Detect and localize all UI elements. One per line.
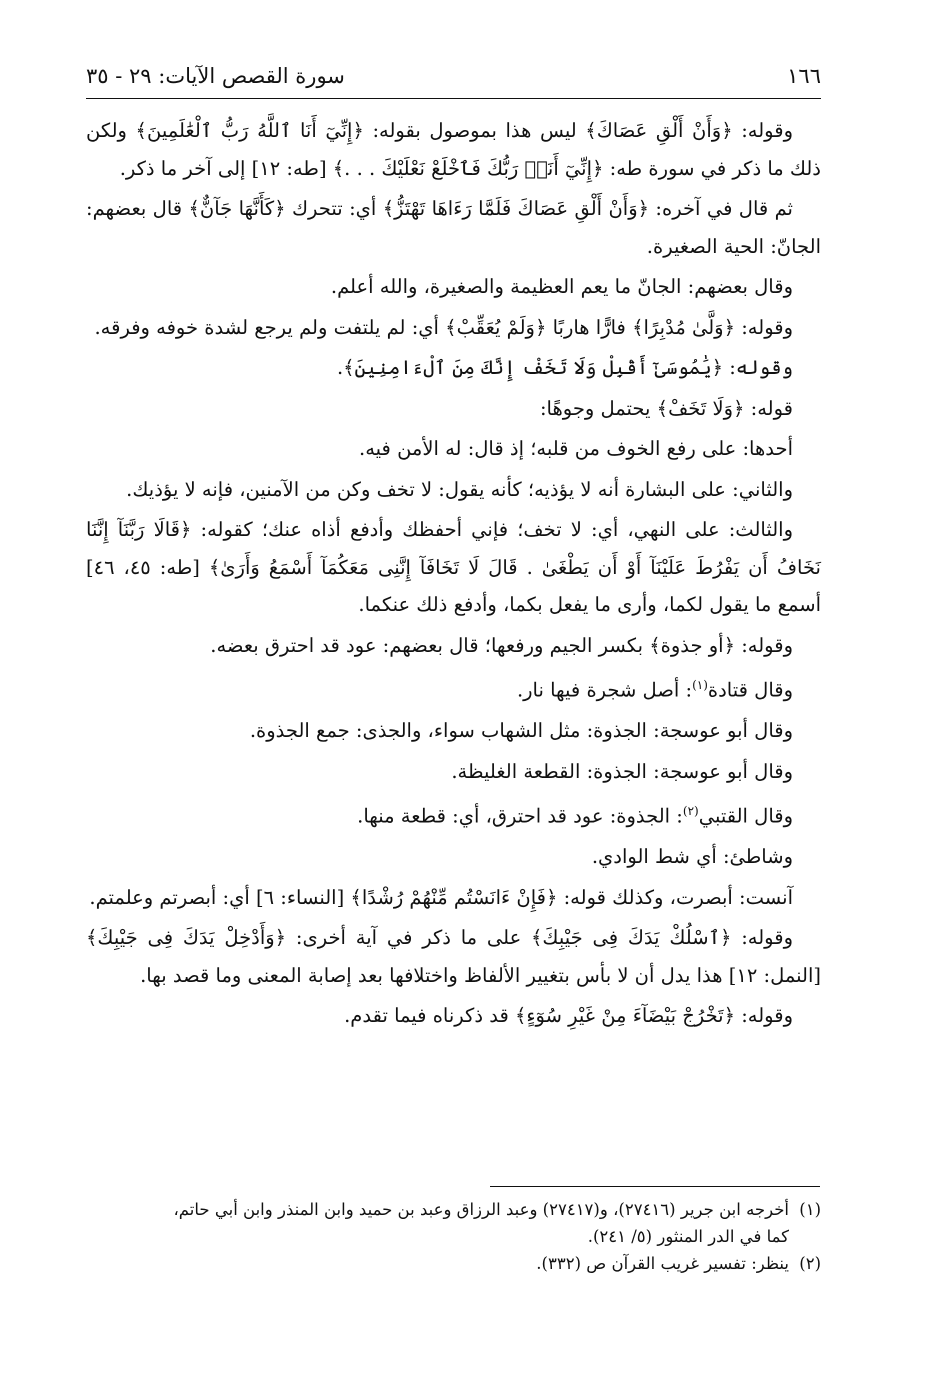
- paragraph: آنست: أبصرت، وكذلك قوله: ﴿فَإِنْ ءَانَسْتُم مِّنْهُمْ رُشْدًا﴾ [النساء: ٦] أي: أبصرتم وعلمتم.: [89, 885, 793, 909]
- paragraph: وشاطئ: أي شط الوادي.: [591, 845, 793, 868]
- footnote-text: ينظر: تفسير غريب القرآن ص (٣٣٢).: [536, 1254, 789, 1273]
- paragraph: والثاني: على البشارة أنه لا يؤذيه؛ كأنه يقول: لا تخف وكن من الآمنين، فإنه لا يؤذيك.: [126, 477, 793, 501]
- text-run: : أصل شجرة فيها نار.: [516, 678, 693, 702]
- paragraph: وقال أبو عوسجة: الجذوة: القطعة الغليظة.: [451, 759, 793, 783]
- footnote-number: (٢): [799, 1254, 821, 1273]
- paragraph: قوله: ﴿وَلَا تَخَفْ﴾ يحتمل وجوهًا:: [539, 396, 793, 420]
- paragraph: [86, 667, 821, 709]
- paragraph: وقوله: ﴿أو جذوة﴾ بكسر الجيم ورفعها؛ قال بعضهم: عود قد احترق بعضه.: [210, 633, 793, 657]
- main-text: [86, 112, 821, 1038]
- header-rule: [86, 98, 821, 99]
- page-number: ١٦٦: [787, 64, 821, 88]
- footnotes: [86, 1196, 821, 1277]
- footnote-number: (١): [799, 1200, 821, 1219]
- paragraph: والثالث: على النهي، أي: لا تخف؛ فإني أحفظك وأدفع أذاه عنك؛ كقوله: ﴿قَالَا رَبَّنَآ إِنَّنَا نَخَافُ أَن يَفْرُطَ عَلَيْنَآ أَوْ أَن يَطْغَىٰ . قَالَ لَا تَخَافَآ إِنَّنِى مَعَكُمَآ أَسْمَعُ وَأَرَىٰ﴾ [طه: ٤٥، ٤٦] أسمع ما يقول لكما، وأرى ما يفعل بكما، وأدفع ذلك عنكما.: [86, 518, 821, 616]
- paragraph: أحدها: على رفع الخوف من قلبه؛ إذ قال: له الأمن فيه.: [359, 437, 793, 460]
- paragraph: ثم قال في آخره: ﴿وَأَنْ أَلْقِ عَصَاكَ فَلَمَّا رَءَاهَا تَهْتَزُّ﴾ أي: تتحرك ﴿كَأَنَّهَا جَآنٌّ﴾ قال بعضهم: الجانّ: الحية الصغيرة.: [86, 197, 821, 258]
- footnote: [86, 1250, 821, 1277]
- paragraph: وقوله: ﴿ٱسْلُكْ يَدَكَ فِى جَيْبِكَ﴾ على ما ذكر في آية أخرى: ﴿وَأَدْخِلْ يَدَكَ فِى جَيْبِكَ﴾ [النمل: ١٢] هذا يدل أن لا بأس بتغيير الألفاظ واختلافها بعد إصابة المعنى وما قصد بها.: [86, 926, 821, 987]
- footnote-ref[interactable]: (١): [692, 678, 708, 692]
- footnote-separator: [490, 1186, 820, 1187]
- paragraph: وقوله: ﴿وَلَّىٰ مُدْبِرًا﴾ فارًّا هاربًا ﴿وَلَمْ يُعَقِّبْ﴾ أي: لم يلتفت ولم يرجع لشدة خوفه وفرقه.: [94, 315, 793, 339]
- paragraph: [86, 793, 821, 835]
- paragraph: وقوله: ﴿يَٰمُوسَىٰٓ أَقْبِلْ وَلَا تَخَفْ إِنَّكَ مِنَ ٱلْءَامِنِينَ﴾.: [336, 356, 793, 379]
- footnote-text: أخرجه ابن جرير (٢٧٤١٦)، و(٢٧٤١٧) وعبد الرزاق وعبد بن حميد وابن المنذر وابن أبي حاتم،: [173, 1200, 789, 1219]
- paragraph: وقال بعضهم: الجانّ ما يعم العظيمة والصغيرة، والله أعلم.: [330, 275, 793, 298]
- paragraph: وقوله: ﴿تَخْرُجْ بَيْضَآءَ مِنْ غَيْرِ سُوٓءٍ﴾ قد ذكرناه فيما تقدم.: [344, 1004, 793, 1027]
- page-header: [86, 56, 821, 96]
- footnote: [86, 1196, 821, 1223]
- footnote-continuation: كما في الدر المنثور (٥/ ٢٤١).: [587, 1227, 789, 1246]
- paragraph: وقوله: ﴿وَأَنْ أَلْقِ عَصَاكَ﴾ ليس هذا بموصول بقوله: ﴿إِنِّيٓ أَنَا ٱللَّهُ رَبُّ ٱلْعَٰلَمِينَ﴾ ولكن ذلك ما ذكر في سورة طه: ﴿إِنِّيٓ أَنَا۠ رَبُّكَ فَٱخْلَعْ نَعْلَيْكَ . . .﴾ [طه: ١٢] إلى آخر ما ذكر.: [86, 119, 821, 180]
- running-title: سورة القصص الآيات: ٢٩ - ٣٥: [86, 64, 345, 88]
- text-run: : الجذوة: عود قد احترق، أي: قطعة منها.: [357, 804, 683, 828]
- text-run: وقال القتبي: [698, 804, 793, 828]
- paragraph: وقال أبو عوسجة: الجذوة: مثل الشهاب سواء، والجذى: جمع الجذوة.: [249, 719, 793, 742]
- footnote-ref[interactable]: (٢): [682, 804, 699, 818]
- text-run: وقال قتادة: [707, 678, 793, 702]
